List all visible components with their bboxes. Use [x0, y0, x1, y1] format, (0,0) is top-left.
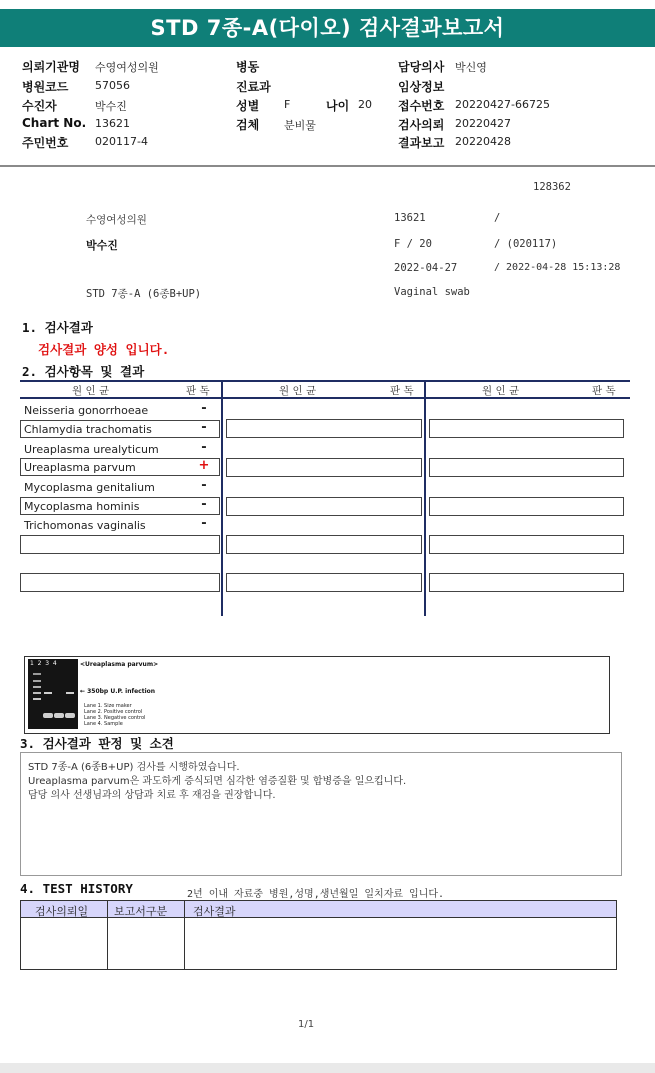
organism-result: -	[201, 420, 207, 435]
history-col-type-label: 보고서구분	[114, 905, 168, 918]
value-specimen: 분비물	[284, 119, 316, 132]
history-col-result-label: 검사결과	[193, 905, 236, 918]
value-request-date: 20220427	[455, 117, 511, 130]
organism-name: Mycoplasma genitalium	[24, 481, 155, 494]
value-clinic: 수영여성의원	[95, 61, 159, 74]
primer-spot	[54, 713, 64, 718]
organism-result: -	[201, 497, 207, 512]
meta-specimen: Vaginal swab	[394, 286, 470, 298]
organism-result-positive: +	[198, 458, 210, 473]
label-resident-no: 주민번호	[22, 136, 69, 150]
organism-result: -	[201, 401, 207, 416]
primer-spot	[43, 713, 53, 718]
value-report-date: 20220428	[455, 135, 511, 148]
meta-birth: / (020117)	[494, 238, 558, 250]
organism-name: Mycoplasma hominis	[24, 500, 140, 513]
organism-name-positive: Ureaplasma parvum	[24, 461, 136, 474]
value-receipt-no: 20220427-66725	[455, 98, 550, 111]
sample-band	[66, 692, 74, 694]
meta-date-reported: / 2022-04-28 15:13:28	[494, 262, 621, 273]
history-cell	[20, 917, 108, 970]
gel-band-label: ← 350bp U.P. infection	[80, 688, 156, 695]
meta-patient: 박수진	[86, 239, 118, 252]
value-doctor: 박신영	[455, 61, 487, 74]
grid-top-line	[20, 380, 630, 382]
value-age: 20	[358, 98, 372, 111]
label-clinical-info: 임상정보	[398, 80, 445, 94]
col-result-2: 판 독	[390, 385, 414, 397]
label-department: 진료과	[236, 80, 271, 94]
history-note: 2년 이내 자료중 병원,성명,생년월일 일치자료 입니다.	[187, 889, 445, 900]
report-title: STD 7종-A(다이오) 검사결과보고서	[0, 9, 655, 47]
history-cell	[184, 917, 617, 970]
ladder-band	[33, 686, 41, 688]
section-1-title: 1. 검사결과	[22, 320, 93, 335]
meta-test-name: STD 7종-A (6종B+UP)	[86, 288, 202, 300]
value-resident-no: 020117-4	[95, 135, 148, 148]
history-col-date	[20, 900, 108, 918]
findings-line-1: STD 7종-A (6종B+UP) 검사를 시행하였습니다.	[28, 762, 240, 773]
col-organism-3: 원 인 균	[482, 385, 520, 397]
empty-row-box	[226, 497, 422, 516]
gel-legend-lane3: Lane 3. Negative control	[84, 715, 146, 721]
findings-line-2: Ureaplasma parvum은 과도하게 증식되면 심각한 염증질환 및 합병증을 일으킵니다.	[28, 776, 407, 787]
col-result-3: 판 독	[592, 385, 616, 397]
section-4-title: 4. TEST HISTORY	[20, 881, 133, 896]
empty-row-box	[429, 573, 624, 592]
organism-name: Neisseria gonorrhoeae	[24, 404, 149, 417]
organism-result: -	[201, 440, 207, 455]
section-2-title: 2. 검사항목 및 결과	[22, 364, 145, 379]
gel-legend-lane1: Lane 1. Size maker	[84, 703, 132, 709]
meta-date-received: 2022-04-27	[394, 262, 458, 274]
gel-title: <Ureaplasma parvum>	[80, 661, 159, 668]
empty-row-box	[20, 573, 220, 592]
value-hospital-code: 57056	[95, 79, 130, 92]
label-age: 나이	[326, 99, 350, 113]
label-patient: 수진자	[22, 99, 57, 113]
meta-sex-age: F / 20	[394, 238, 432, 250]
ladder-band	[33, 698, 41, 700]
findings-line-3: 담당 의사 선생님과의 상담과 치료 후 재검을 권장합니다.	[28, 790, 276, 801]
col-organism-2: 원 인 균	[279, 385, 317, 397]
organism-name: Trichomonas vaginalis	[24, 519, 146, 532]
organism-name: Chlamydia trachomatis	[24, 423, 152, 436]
gel-lane-numbers: 1 2 3 4	[30, 660, 57, 667]
empty-row-box	[226, 419, 422, 438]
empty-row-box	[429, 458, 624, 477]
empty-row-box	[226, 535, 422, 554]
grid-divider-1	[221, 380, 223, 616]
grid-divider-2	[424, 380, 426, 616]
empty-row-box	[226, 458, 422, 477]
col-result-1: 판 독	[186, 385, 210, 397]
result-summary: 검사결과 양성 입니다.	[38, 342, 170, 357]
gel-legend-lane4: Lane 4. Sample	[84, 721, 123, 727]
page-number: 1/1	[298, 1019, 315, 1030]
label-doctor: 담당의사	[398, 60, 445, 74]
label-hospital-code: 병원코드	[22, 80, 69, 94]
organism-name: Ureaplasma urealyticum	[24, 443, 159, 456]
ladder-band	[33, 673, 41, 675]
value-sex: F	[284, 98, 291, 111]
value-chart-no: 13621	[95, 117, 130, 130]
gel-legend-lane2: Lane 2. Positive control	[84, 709, 143, 715]
gel-image	[28, 659, 78, 729]
label-chart-no: Chart No.	[22, 116, 87, 130]
ladder-band	[33, 692, 41, 694]
history-col-type	[107, 900, 185, 918]
col-organism-1: 원 인 균	[72, 385, 110, 397]
value-patient: 박수진	[95, 100, 127, 113]
label-report-date: 결과보고	[398, 136, 445, 150]
organism-result: -	[201, 478, 207, 493]
label-request-date: 검사의뢰	[398, 118, 445, 132]
meta-slash: /	[494, 212, 501, 224]
empty-row-box	[226, 573, 422, 592]
page-bottom-gap	[0, 1063, 655, 1073]
empty-row-box	[429, 535, 624, 554]
grid-header-line	[20, 397, 630, 399]
empty-row-box	[429, 419, 624, 438]
label-specimen: 검체	[236, 118, 260, 132]
empty-row-box	[20, 535, 220, 554]
empty-row-box	[429, 497, 624, 516]
label-receipt-no: 접수번호	[398, 99, 445, 113]
positive-band	[44, 692, 52, 694]
label-ward: 병동	[236, 60, 260, 74]
report-code: 128362	[533, 181, 571, 193]
organism-result: -	[201, 516, 207, 531]
meta-chart: 13621	[394, 212, 426, 224]
label-clinic: 의뢰기관명	[22, 60, 80, 74]
primer-spot	[65, 713, 75, 718]
label-sex: 성별	[236, 99, 260, 113]
history-col-result	[184, 900, 617, 918]
history-cell	[107, 917, 185, 970]
meta-clinic: 수영여성의원	[86, 214, 147, 226]
history-col-date-label: 검사의뢰일	[35, 905, 89, 918]
section-3-title: 3. 검사결과 판정 및 소견	[20, 736, 174, 751]
ladder-band	[33, 680, 41, 682]
